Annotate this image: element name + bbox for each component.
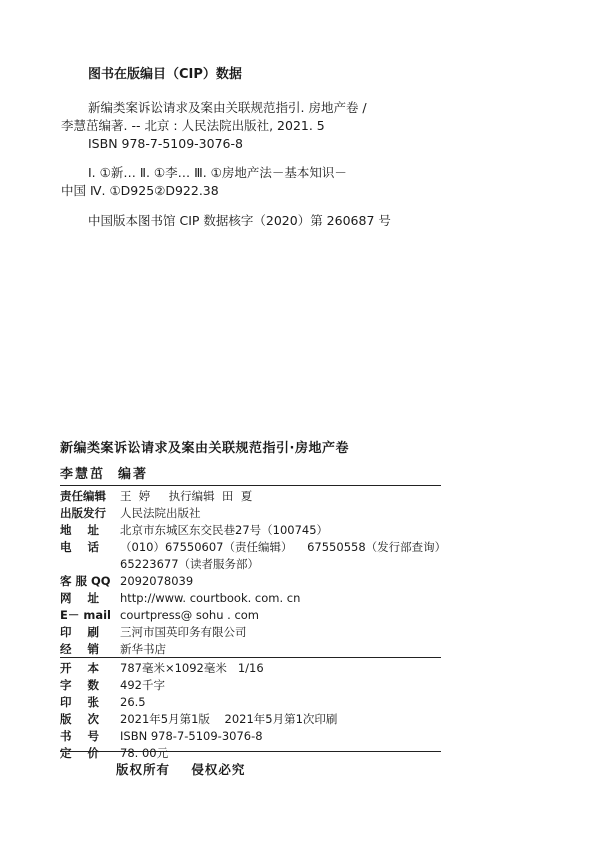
book-author: 李慧茁 编著 <box>60 467 149 482</box>
spec-row <box>60 694 146 710</box>
spec-row <box>60 728 263 744</box>
info-label: 经 销 <box>60 642 100 656</box>
info-row <box>60 607 259 623</box>
cip-author-line: 李慧茁编著. -- 北京 : 人民法院出版社, 2021. 5 <box>61 118 325 133</box>
spec-value: 2021年5月第1版 2021年5月第1次印刷 <box>120 712 338 726</box>
divider-top <box>60 485 441 486</box>
info-value: 新华书店 <box>120 642 166 656</box>
spec-row <box>60 677 165 693</box>
divider-middle <box>60 657 441 658</box>
info-value: 2092078039 <box>120 574 194 588</box>
info-row <box>60 505 201 521</box>
info-row <box>60 488 252 504</box>
info-label: 网 址 <box>60 591 100 605</box>
book-title: 新编类案诉讼请求及案由关联规范指引·房地产卷 <box>60 441 349 456</box>
spec-row <box>60 711 337 727</box>
info-value: 三河市国英印务有限公司 <box>120 625 247 639</box>
info-row <box>60 624 247 640</box>
info-value: 王 婷 执行编辑 田 夏 <box>120 489 253 503</box>
spec-value: 26.5 <box>120 695 146 709</box>
cip-title-line: 新编类案诉讼请求及案由关联规范指引. 房地产卷 / <box>88 100 367 115</box>
info-row <box>60 556 259 572</box>
spec-value: 78. 00元 <box>120 746 169 760</box>
cip-isbn: ISBN 978-7-5109-3076-8 <box>88 136 243 151</box>
info-value: 65223677（读者服务部） <box>120 557 260 571</box>
info-value: 人民法院出版社 <box>120 506 201 520</box>
spec-row <box>60 660 264 676</box>
info-row <box>60 539 446 555</box>
spec-label: 开 本 <box>60 661 100 675</box>
spec-label: 版 次 <box>60 712 100 726</box>
cip-classification-line-2: 中国 Ⅳ. ①D925②D922.38 <box>61 183 219 198</box>
spec-label: 定 价 <box>60 746 100 760</box>
info-label: 客 服 QQ <box>60 574 111 588</box>
info-row <box>60 522 328 538</box>
info-label: 印 刷 <box>60 625 100 639</box>
info-value: （010）67550607（责任编辑） 67550558（发行部查询） <box>120 540 447 554</box>
spec-value: 492千字 <box>120 678 165 692</box>
info-label: 电 话 <box>60 540 100 554</box>
info-row <box>60 590 300 606</box>
info-label: 出版发行 <box>60 506 106 520</box>
spec-label: 印 张 <box>60 695 100 709</box>
spec-label: 书 号 <box>60 729 100 743</box>
info-value: 北京市东城区东交民巷27号（100745） <box>120 523 329 537</box>
info-label: E－ mail <box>60 608 111 622</box>
info-value: http://www. courtbook. com. cn <box>120 591 301 605</box>
spec-value: ISBN 978-7-5109-3076-8 <box>120 729 263 743</box>
info-label: 责任编辑 <box>60 489 106 503</box>
cip-core-number: 中国版本图书馆 CIP 数据核字（2020）第 260687 号 <box>88 213 391 228</box>
spec-row <box>60 745 168 761</box>
spec-label: 字 数 <box>60 678 100 692</box>
info-label: 地 址 <box>60 523 100 537</box>
cip-heading: 图书在版编目（CIP）数据 <box>88 67 242 82</box>
copyright-notice: 版权所有 侵权必究 <box>116 762 246 777</box>
spec-value: 787毫米×1092毫米 1/16 <box>120 661 264 675</box>
info-row <box>60 641 166 657</box>
info-row <box>60 573 193 589</box>
cip-classification-line-1: Ⅰ. ①新… Ⅱ. ①李… Ⅲ. ①房地产法－基本知识－ <box>88 165 347 180</box>
info-value: courtpress@ sohu . com <box>120 608 260 622</box>
divider-bottom <box>60 751 441 752</box>
